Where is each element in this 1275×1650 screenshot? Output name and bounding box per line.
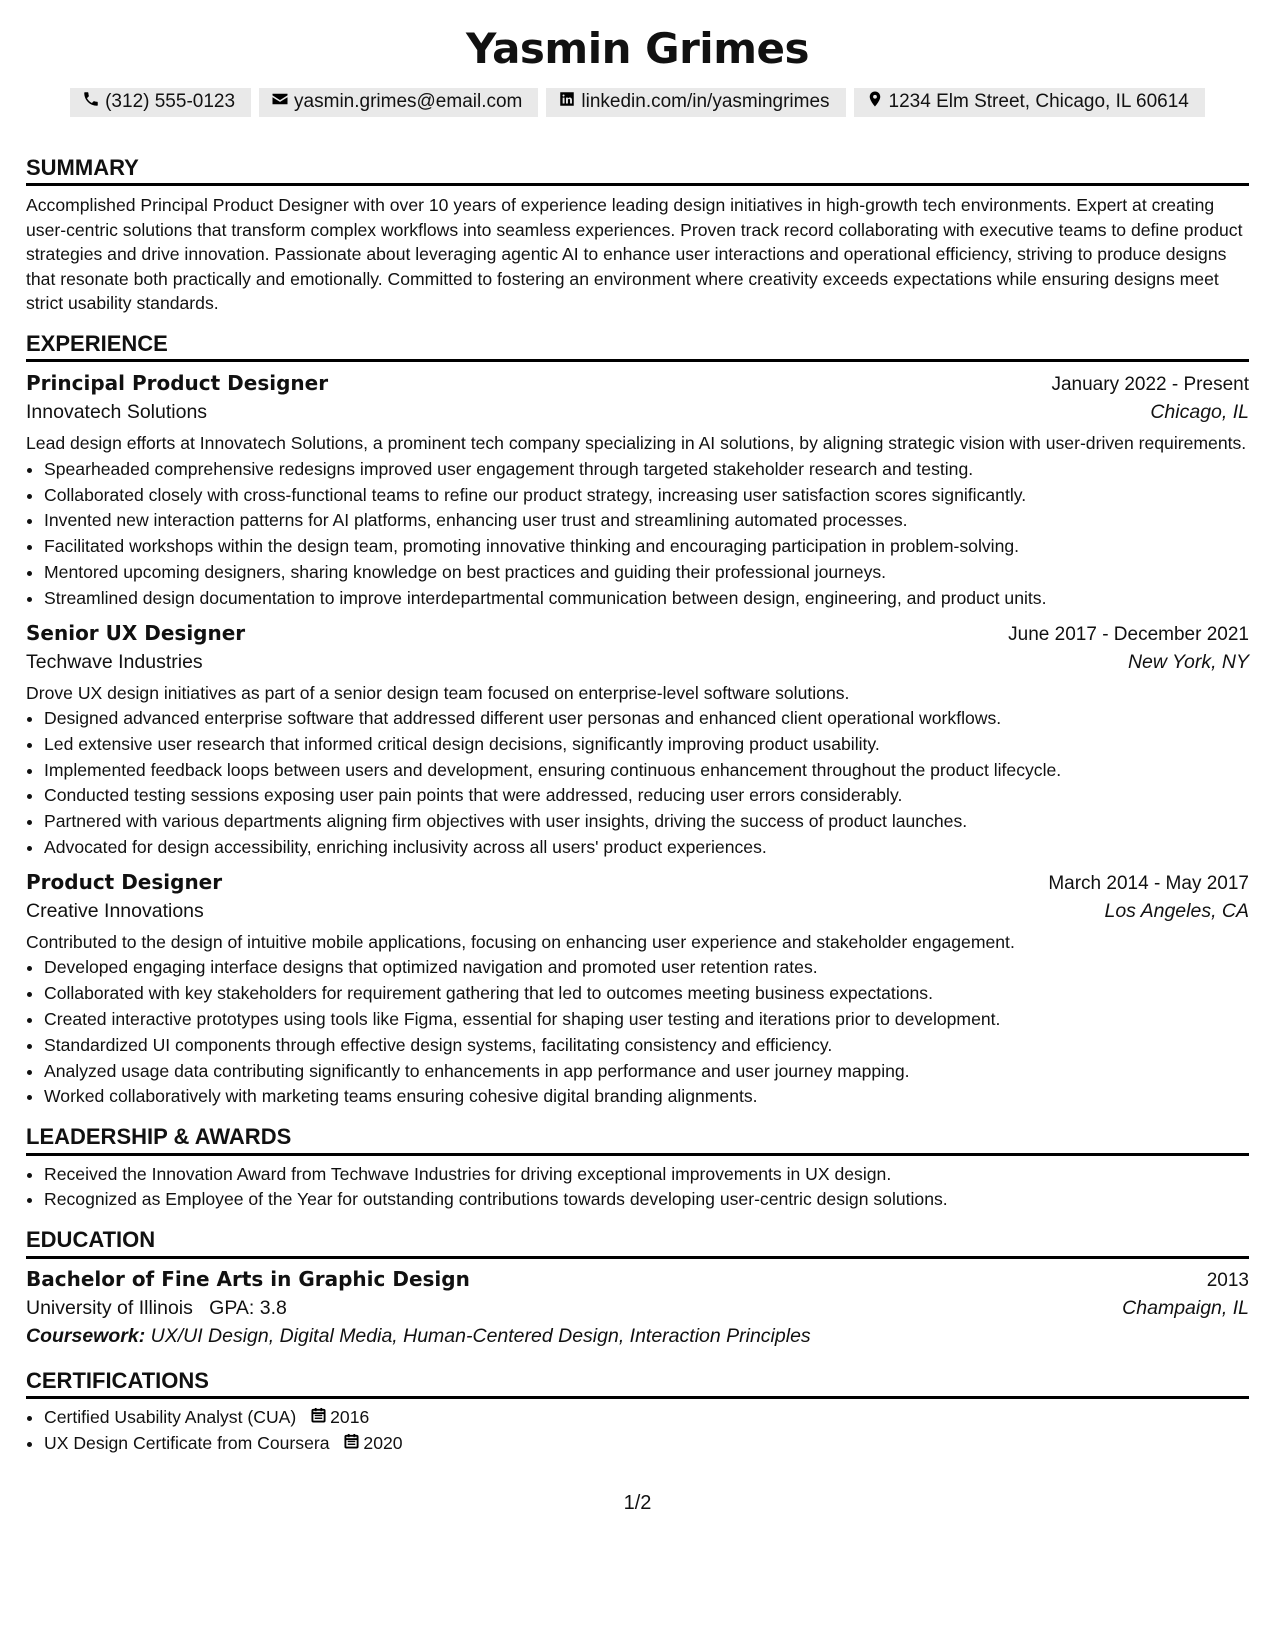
list-item: • Created interactive prototypes using tools like Figma, essential for shaping user testing and iterations prior to development. <box>44 1007 1249 1033</box>
list-item: • Invented new interaction patterns for AI platforms, enhancing user trust and streamlining automated processes. <box>44 508 1249 534</box>
list-item: • Collaborated with key stakeholders for requirement gathering that led to outcomes meeting business expectations. <box>44 981 1249 1007</box>
job-title: Senior UX Designer <box>26 620 246 645</box>
list-item: • Conducted testing sessions exposing user pain points that were addressed, reducing user errors considerably. <box>44 783 1249 809</box>
list-item: • Analyzed usage data contributing significantly to enhancements in app performance and user journey mapping. <box>44 1059 1249 1085</box>
experience-heading: EXPERIENCE <box>26 331 1249 362</box>
list-item: • Developed engaging interface designs that optimized navigation and promoted user retention rates. <box>44 955 1249 981</box>
page-number: 1/2 <box>623 1492 652 1514</box>
contact-phone <box>70 88 251 117</box>
cert-date <box>344 1431 402 1457</box>
list-item: • Facilitated workshops within the design team, promoting innovative thinking and encouraging participation in problem-solving. <box>44 534 1249 560</box>
job-bullets <box>26 706 1249 861</box>
education-entry <box>26 1267 1249 1348</box>
cert-year: 2020 <box>363 1432 403 1453</box>
list-item: • Received the Innovation Award from Techwave Industries for driving exceptional improvements in UX design. <box>44 1162 1249 1188</box>
list-item <box>44 1431 1249 1457</box>
list-item: • Designed advanced enterprise software that addressed different user personas and enhanced client operational workflows. <box>44 706 1249 732</box>
job-company: Techwave Industries <box>26 650 203 673</box>
job-title: Principal Product Designer <box>26 371 329 396</box>
cert-year: 2016 <box>330 1406 370 1427</box>
awards-heading: LEADERSHIP & AWARDS <box>26 1124 1249 1155</box>
list-item: • Collaborated closely with cross-functional teams to refine our product strategy, increasing user satisfaction scores significantly. <box>44 483 1249 509</box>
summary-text: Accomplished Principal Product Designer with over 10 years of experience leading design initiatives in high-growth tech environments. Expert at creating user-centric solutions that transform complex workflows into seamless experiences. Proven track record collaborating with executive teams to define product strategies and drive innovation. Passionate about leveraging agentic AI to enhance user interactions and operational efficiency, striving to produce designs that resonate both practically and emotionally. Committed to fostering an environment where creativity exceeds expectations while ensuring designs meet strict usability standards. <box>26 195 1243 314</box>
list-item: • Mentored upcoming designers, sharing knowledge on best practices and guiding their professional journeys. <box>44 560 1249 586</box>
awards-list <box>26 1162 1249 1214</box>
job-dates: March 2014 - May 2017 <box>1048 872 1249 894</box>
degree-title: Bachelor of Fine Arts in Graphic Design <box>26 1266 470 1291</box>
job-bullets <box>26 457 1249 612</box>
contact-email[interactable] <box>259 88 538 117</box>
job-location: New York, NY <box>1127 650 1249 673</box>
contact-bar <box>26 88 1249 117</box>
phone-text: (312) 555-0123 <box>105 91 236 112</box>
resume-page <box>26 18 1249 1456</box>
cert-name: Certified Usability Analyst (CUA) <box>44 1406 297 1427</box>
calendar-icon <box>344 1431 359 1457</box>
list-item: • Partnered with various departments aligning firm objectives with user insights, driving the success of product launches. <box>44 809 1249 835</box>
job-location: Chicago, IL <box>1150 401 1249 424</box>
list-item: • Worked collaboratively with marketing teams ensuring cohesive digital branding alignments. <box>44 1084 1249 1110</box>
gpa: GPA: 3.8 <box>209 1296 287 1319</box>
linkedin-text: linkedin.com/in/yasmingrimes <box>581 91 830 112</box>
coursework-list: UX/UI Design, Digital Media, Human-Centered Design, Interaction Principles <box>150 1324 811 1347</box>
list-item: • Advocated for design accessibility, enriching inclusivity across all users' product experiences. <box>44 835 1249 861</box>
job-description: Contributed to the design of intuitive mobile applications, focusing on enhancing user experience and stakeholder engagement. <box>26 931 1015 952</box>
calendar-icon <box>311 1405 326 1431</box>
list-item: • Recognized as Employee of the Year for outstanding contributions towards developing user-centric design solutions. <box>44 1187 1249 1213</box>
phone-icon <box>82 90 100 114</box>
job-company: Creative Innovations <box>26 899 204 922</box>
email-text: yasmin.grimes@email.com <box>294 91 523 112</box>
linkedin-icon <box>558 90 576 114</box>
cert-name: UX Design Certificate from Coursera <box>44 1432 330 1453</box>
job-title: Product Designer <box>26 869 223 894</box>
list-item: • Standardized UI components through effective design systems, facilitating consistency and efficiency. <box>44 1033 1249 1059</box>
school-name: University of Illinois <box>26 1296 193 1319</box>
job-bullets <box>26 955 1249 1110</box>
contact-address <box>854 88 1205 117</box>
certifications-heading: CERTIFICATIONS <box>26 1368 1249 1399</box>
envelope-icon <box>271 90 289 114</box>
contact-linkedin[interactable] <box>546 88 845 117</box>
school-location: Champaign, IL <box>1122 1296 1249 1319</box>
list-item: • Streamlined design documentation to improve interdepartmental communication between design, engineering, and product units. <box>44 586 1249 612</box>
job-description: Lead design efforts at Innovatech Solutions, a prominent tech company specializing in AI solutions, by aligning strategic vision with user-driven requirements. <box>26 433 1247 454</box>
job-entry <box>26 870 1249 1110</box>
list-item: • Implemented feedback loops between users and development, ensuring continuous enhancement throughout the product lifecycle. <box>44 758 1249 784</box>
coursework <box>26 1325 1249 1348</box>
cert-date <box>311 1405 369 1431</box>
job-dates: June 2017 - December 2021 <box>1008 623 1249 645</box>
list-item: • Spearheaded comprehensive redesigns improved user engagement through targeted stakeholder research and testing. <box>44 457 1249 483</box>
summary-heading: SUMMARY <box>26 155 1249 186</box>
job-dates: January 2022 - Present <box>1051 374 1249 396</box>
graduation-year: 2013 <box>1206 1269 1249 1291</box>
job-entry <box>26 371 1249 611</box>
certifications-list <box>26 1405 1249 1457</box>
candidate-name: Yasmin Grimes <box>466 24 809 73</box>
job-location: Los Angeles, CA <box>1104 899 1249 922</box>
job-company: Innovatech Solutions <box>26 401 208 424</box>
job-description: Drove UX design initiatives as part of a senior design team focused on enterprise-level software solutions. <box>26 682 850 703</box>
coursework-label: Coursework: <box>26 1324 146 1347</box>
education-heading: EDUCATION <box>26 1227 1249 1258</box>
address-text: 1234 Elm Street, Chicago, IL 60614 <box>888 91 1189 112</box>
list-item <box>44 1405 1249 1431</box>
map-pin-icon <box>866 90 884 114</box>
job-entry <box>26 621 1249 861</box>
school-line <box>26 1297 287 1320</box>
list-item: • Led extensive user research that informed critical design decisions, significantly improving product usability. <box>44 732 1249 758</box>
